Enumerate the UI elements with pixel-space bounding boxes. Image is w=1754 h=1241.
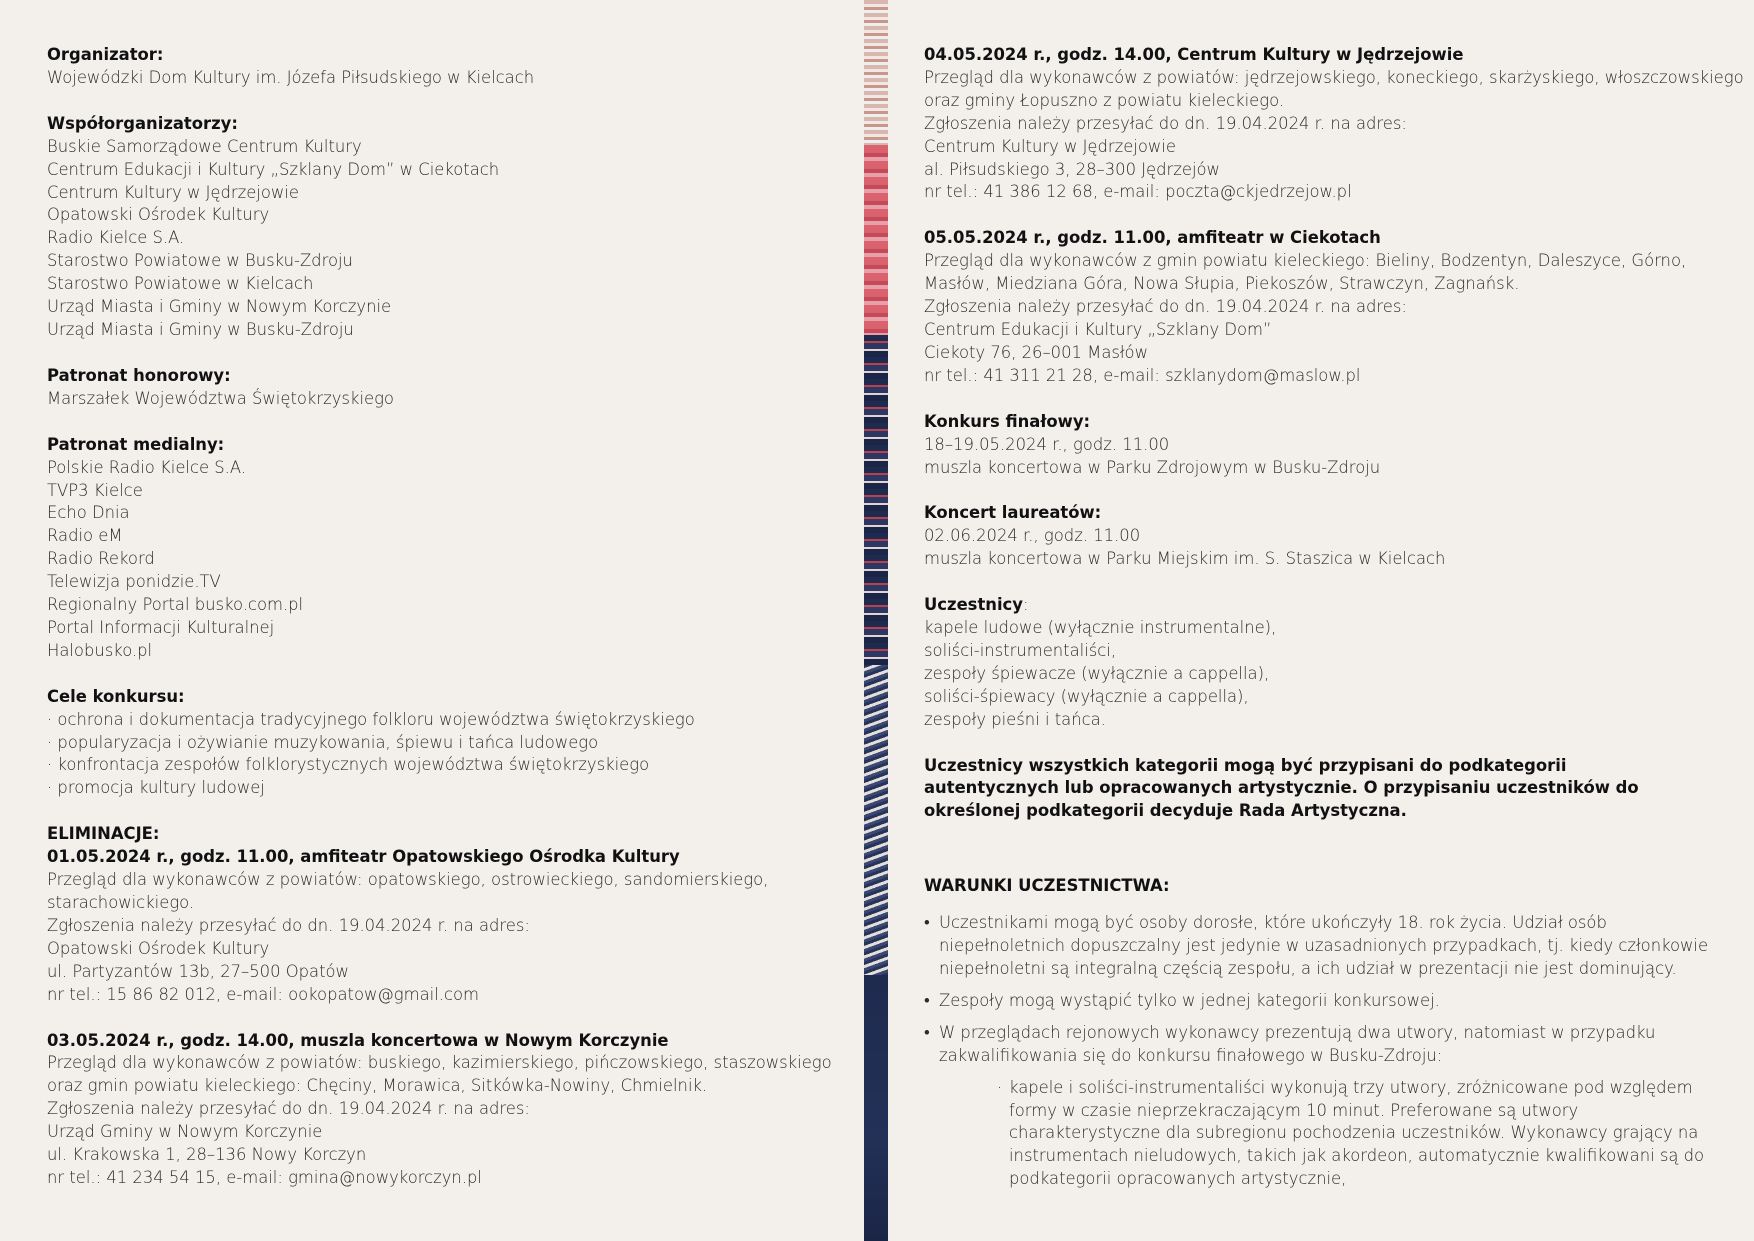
- final-contest-section: [924, 411, 1714, 480]
- elimination-line: Ciekoty 76, 26–001 Masłów: [924, 342, 1148, 362]
- media-patron-line: Echo Dnia: [47, 503, 130, 523]
- conditions-heading: WARUNKI UCZESTNICTWA:: [924, 876, 1170, 896]
- elimination-line: ul. Krakowska 1, 28–136 Nowy Korczyn: [47, 1145, 367, 1165]
- subcategory-note: Uczestnicy wszystkich kategorii mogą być przypisani do podkategorii autentycznych lub opracowanych artystycznie. O przypisaniu uczestników do określonej podkategorii decyduje Rada Artystyczna.: [924, 755, 1639, 821]
- organizer-heading: Organizator:: [47, 45, 164, 64]
- participant-category: zespoły śpiewacze (wyłącznie a cappella),: [924, 663, 1270, 683]
- elimination-line: Zgłoszenia należy przesyłać do dn. 19.04.2024 r. na adres:: [47, 1099, 530, 1119]
- elimination-contact: nr tel.: 41 234 54 15, e-mail: gmina@nowykorczyn.pl: [47, 1167, 482, 1187]
- eliminations-section-3: [924, 44, 1744, 204]
- media-patronage-section: [47, 434, 827, 663]
- decorative-center-strip: [864, 0, 888, 1241]
- goals-heading: Cele konkursu:: [47, 686, 185, 706]
- elimination-title: 04.05.2024 r., godz. 14.00, Centrum Kultury w Jędrzejowie: [924, 45, 1464, 64]
- laureates-concert-heading: Koncert laureatów:: [924, 503, 1102, 523]
- eliminations-section-1: [47, 823, 827, 1006]
- elimination-line: Przegląd dla wykonawców z powiatów: jędrzejowskiego, koneckiego, skarżyskiego, włoszczowskiego: [924, 67, 1744, 87]
- elimination-line: al. Piłsudskiego 3, 28–300 Jędrzejów: [924, 159, 1220, 179]
- honorary-patronage-heading: Patronat honorowy:: [47, 365, 231, 385]
- condition-subitem: · kapele i soliści-instrumentaliści wykonują trzy utwory, zróżnicowane pod względem formy w czasie nieprzekraczającym 10 minut. Preferowane są utwory charakterystyczne dla subregionu pochodzenia uczestników. Wykonawcy grający na instrumentach nieludowych, takich jak akordeon, automatycznie kwalifikowani są do podkategorii opracowanych artystycznie,: [997, 1077, 1714, 1192]
- final-contest-line: muszla koncertowa w Parku Zdrojowym w Busku-Zdroju: [924, 457, 1381, 477]
- elimination-line: Przegląd dla wykonawców z powiatów: buskiego, kazimierskiego, pińczowskiego, staszowskiego: [47, 1053, 832, 1073]
- elimination-line: ul. Partyzantów 13b, 27–500 Opatów: [47, 961, 349, 981]
- co-organizer-line: Opatowski Ośrodek Kultury: [47, 205, 270, 225]
- goal-item: · popularyzacja i ożywianie muzykowania, śpiewu i tańca ludowego: [47, 732, 827, 755]
- organizer-line: Wojewódzki Dom Kultury im. Józefa Piłsudskiego w Kielcach: [47, 67, 535, 87]
- final-contest-line: 18–19.05.2024 r., godz. 11.00: [924, 434, 1170, 454]
- media-patron-line: Portal Informacji Kulturalnej: [47, 617, 275, 637]
- goal-item: · ochrona i dokumentacja tradycyjnego folkloru województwa świętokrzyskiego: [47, 709, 827, 732]
- elimination-line: oraz gmin powiatu kieleckiego: Chęciny, Morawica, Sitkówka-Nowiny, Chmielnik.: [47, 1076, 708, 1096]
- condition-item: • Zespoły mogą wystąpić tylko w jednej kategorii konkursowej.: [924, 990, 1714, 1013]
- final-contest-heading: Konkurs finałowy:: [924, 411, 1091, 431]
- elimination-line: Centrum Kultury w Jędrzejowie: [924, 136, 1176, 156]
- elimination-line: Centrum Edukacji i Kultury „Szklany Dom”: [924, 319, 1272, 339]
- conditions-section: [924, 875, 1714, 1191]
- media-patron-line: Radio Rekord: [47, 549, 155, 569]
- elimination-line: oraz gminy Łopuszno z powiatu kieleckiego.: [924, 90, 1285, 110]
- elimination-contact: nr tel.: 15 86 82 012, e-mail: ookopatow@gmail.com: [47, 984, 479, 1004]
- co-organizer-line: Radio Kielce S.A.: [47, 228, 185, 248]
- strip-band: [864, 0, 888, 145]
- co-organizer-line: Starostwo Powiatowe w Busku-Zdroju: [47, 251, 353, 271]
- condition-item: • W przeglądach rejonowych wykonawcy prezentują dwa utwory, natomiast w przypadku zakwalifikowania się do konkursu finałowego w Busku-Zdroju:: [924, 1022, 1714, 1068]
- elimination-line: starachowickiego.: [47, 893, 195, 912]
- co-organizer-line: Centrum Edukacji i Kultury „Szklany Dom” w Ciekotach: [47, 159, 500, 179]
- elimination-line: Przegląd dla wykonawców z gmin powiatu kieleckiego: Bieliny, Bodzentyn, Daleszyce, Górno,: [924, 251, 1687, 271]
- honorary-patronage-line: Marszałek Województwa Świętokrzyskiego: [47, 388, 394, 408]
- co-organizers-heading: Współorganizatorzy:: [47, 113, 238, 133]
- media-patron-line: Regionalny Portal busko.com.pl: [47, 595, 304, 615]
- participant-category: soliści-śpiewacy (wyłącznie a cappella),: [924, 686, 1249, 706]
- participants-section: [924, 594, 1714, 731]
- eliminations-section-4: [924, 227, 1714, 387]
- co-organizers-section: [47, 113, 827, 342]
- goals-section: [47, 686, 827, 801]
- goal-item: · promocja kultury ludowej: [47, 777, 827, 800]
- co-organizer-line: Centrum Kultury w Jędrzejowie: [47, 182, 299, 202]
- organizer-section: [47, 44, 827, 90]
- media-patron-line: Polskie Radio Kielce S.A.: [47, 457, 247, 477]
- strip-band: [864, 665, 888, 975]
- participant-category: kapele ludowe (wyłącznie instrumentalne),: [924, 618, 1277, 638]
- elimination-line: Przegląd dla wykonawców z powiatów: opatowskiego, ostrowieckiego, sandomierskiego,: [47, 870, 769, 890]
- participant-category: soliści-instrumentaliści,: [924, 640, 1117, 660]
- elimination-line: Masłów, Miedziana Góra, Nowa Słupia, Piekoszów, Strawczyn, Zagnańsk.: [924, 274, 1520, 294]
- right-column: [924, 44, 1744, 1214]
- laureates-concert-section: [924, 502, 1714, 571]
- elimination-line: Zgłoszenia należy przesyłać do dn. 19.04.2024 r. na adres:: [924, 113, 1407, 133]
- conditions-list: [924, 912, 1714, 1191]
- elimination-title: 01.05.2024 r., godz. 11.00, amfiteatr Opatowskiego Ośrodka Kultury: [47, 847, 680, 867]
- media-patron-line: TVP3 Kielce: [47, 480, 143, 500]
- co-organizer-line: Buskie Samorządowe Centrum Kultury: [47, 136, 362, 156]
- strip-band: [864, 975, 888, 1241]
- strip-band: [864, 145, 888, 335]
- co-organizer-line: Urząd Miasta i Gminy w Nowym Korczynie: [47, 297, 392, 317]
- participants-heading-row: [924, 594, 1714, 617]
- elimination-contact: nr tel.: 41 311 21 28, e-mail: szklanydom@maslow.pl: [924, 365, 1361, 385]
- laureates-concert-line: muszla koncertowa w Parku Miejskim im. S. Staszica w Kielcach: [924, 549, 1446, 569]
- media-patron-line: Halobusko.pl: [47, 640, 153, 660]
- elimination-title: 03.05.2024 r., godz. 14.00, muszla koncertowa w Nowym Korczynie: [47, 1030, 669, 1050]
- media-patronage-heading: Patronat medialny:: [47, 434, 225, 454]
- elimination-line: Zgłoszenia należy przesyłać do dn. 19.04.2024 r. na adres:: [47, 915, 530, 935]
- co-organizer-line: Starostwo Powiatowe w Kielcach: [47, 274, 314, 294]
- elimination-line: Zgłoszenia należy przesyłać do dn. 19.04.2024 r. na adres:: [924, 297, 1407, 317]
- elimination-contact: nr tel.: 41 386 12 68, e-mail: poczta@ckjedrzejow.pl: [924, 182, 1352, 202]
- eliminations-section-2: [47, 1030, 832, 1190]
- elimination-line: Opatowski Ośrodek Kultury: [47, 938, 270, 958]
- participants-heading: Uczestnicy: [924, 595, 1023, 615]
- participant-category: zespoły pieśni i tańca.: [924, 709, 1106, 729]
- eliminations-heading: ELIMINACJE:: [47, 824, 160, 844]
- elimination-line: Urząd Gminy w Nowym Korczynie: [47, 1122, 323, 1142]
- media-patron-line: Radio eM: [47, 526, 123, 546]
- laureates-concert-line: 02.06.2024 r., godz. 11.00: [924, 526, 1141, 546]
- honorary-patronage-section: [47, 365, 827, 411]
- participants-heading-colon: :: [1022, 595, 1029, 615]
- condition-item: • Uczestnikami mogą być osoby dorosłe, które ukończyły 18. rok życia. Udział osób niepełnoletnich dopuszczalny jest jedynie w uzasadnionych przypadkach, tj. kiedy członkowie niepełnoletni są integralną częścią zespołu, a ich udział w prezentacji nie jest dominujący.: [924, 912, 1714, 981]
- goal-item: · konfrontacja zespołów folklorystycznych województwa świętokrzyskiego: [47, 754, 827, 777]
- strip-band: [864, 335, 888, 665]
- media-patron-line: Telewizja ponidzie.TV: [47, 572, 221, 592]
- elimination-title: 05.05.2024 r., godz. 11.00, amfiteatr w Ciekotach: [924, 228, 1381, 248]
- left-column: [47, 44, 832, 1213]
- co-organizer-line: Urząd Miasta i Gminy w Busku-Zdroju: [47, 319, 354, 339]
